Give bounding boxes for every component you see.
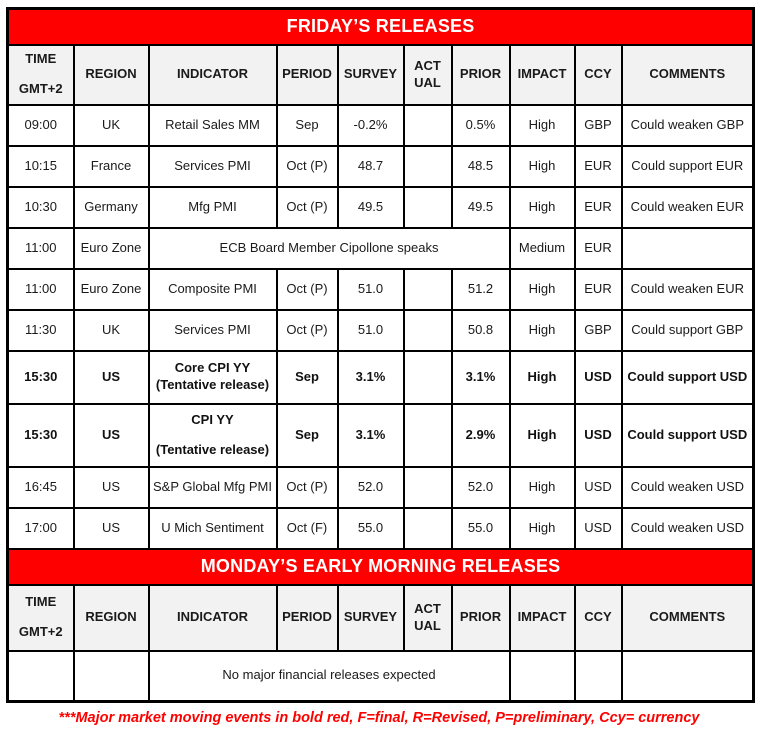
no-releases-cell: No major financial releases expected	[149, 651, 510, 702]
region-cell: US	[74, 508, 149, 549]
table-row-bold	[8, 404, 754, 467]
indicator-cell: Mfg PMI	[149, 187, 277, 228]
region-cell: France	[74, 146, 149, 187]
indicator-line1: CPI YY	[191, 411, 234, 427]
ccy-cell: EUR	[575, 269, 622, 310]
time-cell: 11:00	[8, 269, 74, 310]
indicator-cell: Composite PMI	[149, 269, 277, 310]
region-cell: US	[74, 351, 149, 404]
time-cell: 17:00	[8, 508, 74, 549]
survey-cell: 51.0	[338, 269, 404, 310]
time-cell: 10:15	[8, 146, 74, 187]
comments-cell: Could weaken EUR	[622, 269, 754, 310]
table-row	[8, 310, 754, 351]
actual-cell	[404, 187, 452, 228]
impact-cell: High	[510, 467, 575, 508]
period-cell: Oct (P)	[277, 269, 338, 310]
indicator-cell: S&P Global Mfg PMI	[149, 467, 277, 508]
indicator-cell: U Mich Sentiment	[149, 508, 277, 549]
period-cell: Oct (P)	[277, 187, 338, 228]
friday-header-row	[8, 45, 754, 105]
ccy-cell: USD	[575, 508, 622, 549]
col-header-actual: ACT UAL	[404, 45, 452, 105]
region-cell: Euro Zone	[74, 269, 149, 310]
indicator-line2: (Tentative release)	[155, 441, 270, 457]
survey-cell: 3.1%	[338, 351, 404, 404]
prior-cell: 55.0	[452, 508, 510, 549]
period-cell: Sep	[277, 105, 338, 146]
period-cell: Oct (P)	[277, 467, 338, 508]
table-row	[8, 467, 754, 508]
time-cell: 09:00	[8, 105, 74, 146]
impact-cell: High	[510, 404, 575, 467]
prior-cell: 2.9%	[452, 404, 510, 467]
survey-cell: 49.5	[338, 187, 404, 228]
time-cell: 15:30	[8, 404, 74, 467]
monday-empty-row	[8, 651, 754, 702]
ccy-cell: USD	[575, 467, 622, 508]
col-header-indicator: INDICATOR	[149, 585, 277, 651]
prior-cell: 50.8	[452, 310, 510, 351]
ccy-cell	[575, 651, 622, 702]
indicator-cell	[149, 404, 277, 467]
region-cell: US	[74, 404, 149, 467]
ccy-cell: USD	[575, 404, 622, 467]
actual-cell	[404, 105, 452, 146]
actual-cell	[404, 269, 452, 310]
table-row	[8, 187, 754, 228]
region-cell: UK	[74, 105, 149, 146]
table-row-bold	[8, 351, 754, 404]
comments-cell: Could support USD	[622, 351, 754, 404]
time-label: TIME	[25, 594, 57, 610]
prior-cell: 51.2	[452, 269, 510, 310]
impact-cell: High	[510, 105, 575, 146]
impact-cell	[510, 651, 575, 702]
table-row-ecb-speech	[8, 228, 754, 269]
time-sublabel: GMT+2	[18, 624, 63, 639]
comments-cell: Could support GBP	[622, 310, 754, 351]
comments-cell: Could weaken GBP	[622, 105, 754, 146]
indicator-line1: Core CPI YY	[174, 360, 251, 376]
friday-title: FRIDAY’S RELEASES	[8, 9, 754, 45]
time-sublabel: GMT+2	[18, 81, 63, 96]
period-cell: Oct (P)	[277, 146, 338, 187]
table-row	[8, 105, 754, 146]
comments-cell: Could weaken USD	[622, 508, 754, 549]
col-header-actual: ACT UAL	[404, 585, 452, 651]
col-header-period: PERIOD	[277, 585, 338, 651]
prior-cell: 52.0	[452, 467, 510, 508]
time-cell	[8, 651, 74, 702]
friday-banner-row	[8, 9, 754, 45]
survey-cell: -0.2%	[338, 105, 404, 146]
region-cell: US	[74, 467, 149, 508]
col-header-survey: SURVEY	[338, 45, 404, 105]
col-header-impact: IMPACT	[510, 585, 575, 651]
impact-cell: High	[510, 146, 575, 187]
impact-cell: High	[510, 310, 575, 351]
impact-cell: Medium	[510, 228, 575, 269]
comments-cell	[622, 228, 754, 269]
monday-banner-row	[8, 549, 754, 585]
releases-table	[6, 7, 755, 703]
region-cell: UK	[74, 310, 149, 351]
region-cell: Euro Zone	[74, 228, 149, 269]
period-cell: Oct (P)	[277, 310, 338, 351]
col-header-region: REGION	[74, 45, 149, 105]
monday-title: MONDAY’S EARLY MORNING RELEASES	[8, 549, 754, 585]
ccy-cell: EUR	[575, 146, 622, 187]
footnote: ***Major market moving events in bold red, F=final, R=Revised, P=preliminary, Ccy= currency	[58, 710, 700, 726]
ccy-cell: GBP	[575, 105, 622, 146]
impact-cell: High	[510, 269, 575, 310]
prior-cell: 3.1%	[452, 351, 510, 404]
survey-cell: 55.0	[338, 508, 404, 549]
comments-cell: Could weaken EUR	[622, 187, 754, 228]
actual-cell	[404, 404, 452, 467]
col-header-indicator: INDICATOR	[149, 45, 277, 105]
actual-cell	[404, 310, 452, 351]
table-row	[8, 269, 754, 310]
ccy-cell: USD	[575, 351, 622, 404]
time-cell: 16:45	[8, 467, 74, 508]
col-header-region: REGION	[74, 585, 149, 651]
col-header-survey: SURVEY	[338, 585, 404, 651]
prior-cell: 49.5	[452, 187, 510, 228]
comments-cell: Could weaken USD	[622, 467, 754, 508]
table-row	[8, 146, 754, 187]
ccy-cell: EUR	[575, 228, 622, 269]
comments-cell	[622, 651, 754, 702]
col-header-comments: COMMENTS	[622, 585, 754, 651]
col-header-time	[8, 45, 74, 105]
survey-cell: 51.0	[338, 310, 404, 351]
time-cell: 11:30	[8, 310, 74, 351]
period-cell: Sep	[277, 351, 338, 404]
time-cell: 15:30	[8, 351, 74, 404]
col-header-ccy: CCY	[575, 45, 622, 105]
prior-cell: 0.5%	[452, 105, 510, 146]
impact-cell: High	[510, 351, 575, 404]
comments-cell: Could support EUR	[622, 146, 754, 187]
actual-cell	[404, 146, 452, 187]
impact-cell: High	[510, 187, 575, 228]
time-label: TIME	[25, 51, 57, 67]
col-header-prior: PRIOR	[452, 585, 510, 651]
survey-cell: 3.1%	[338, 404, 404, 467]
impact-cell: High	[510, 508, 575, 549]
ccy-cell: EUR	[575, 187, 622, 228]
table-row	[8, 508, 754, 549]
region-cell	[74, 651, 149, 702]
time-cell: 11:00	[8, 228, 74, 269]
col-header-period: PERIOD	[277, 45, 338, 105]
col-header-ccy: CCY	[575, 585, 622, 651]
indicator-line2: (Tentative release)	[155, 377, 270, 392]
survey-cell: 48.7	[338, 146, 404, 187]
actual-cell	[404, 508, 452, 549]
region-cell: Germany	[74, 187, 149, 228]
period-cell: Oct (F)	[277, 508, 338, 549]
monday-header-row	[8, 585, 754, 651]
indicator-cell: Services PMI	[149, 146, 277, 187]
survey-cell: 52.0	[338, 467, 404, 508]
indicator-cell	[149, 351, 277, 404]
indicator-cell: Retail Sales MM	[149, 105, 277, 146]
ccy-cell: GBP	[575, 310, 622, 351]
actual-cell	[404, 467, 452, 508]
indicator-cell: Services PMI	[149, 310, 277, 351]
col-header-comments: COMMENTS	[622, 45, 754, 105]
col-header-time	[8, 585, 74, 651]
comments-cell: Could support USD	[622, 404, 754, 467]
prior-cell: 48.5	[452, 146, 510, 187]
time-cell: 10:30	[8, 187, 74, 228]
col-header-prior: PRIOR	[452, 45, 510, 105]
merged-event-cell: ECB Board Member Cipollone speaks	[149, 228, 510, 269]
col-header-impact: IMPACT	[510, 45, 575, 105]
period-cell: Sep	[277, 404, 338, 467]
actual-cell	[404, 351, 452, 404]
